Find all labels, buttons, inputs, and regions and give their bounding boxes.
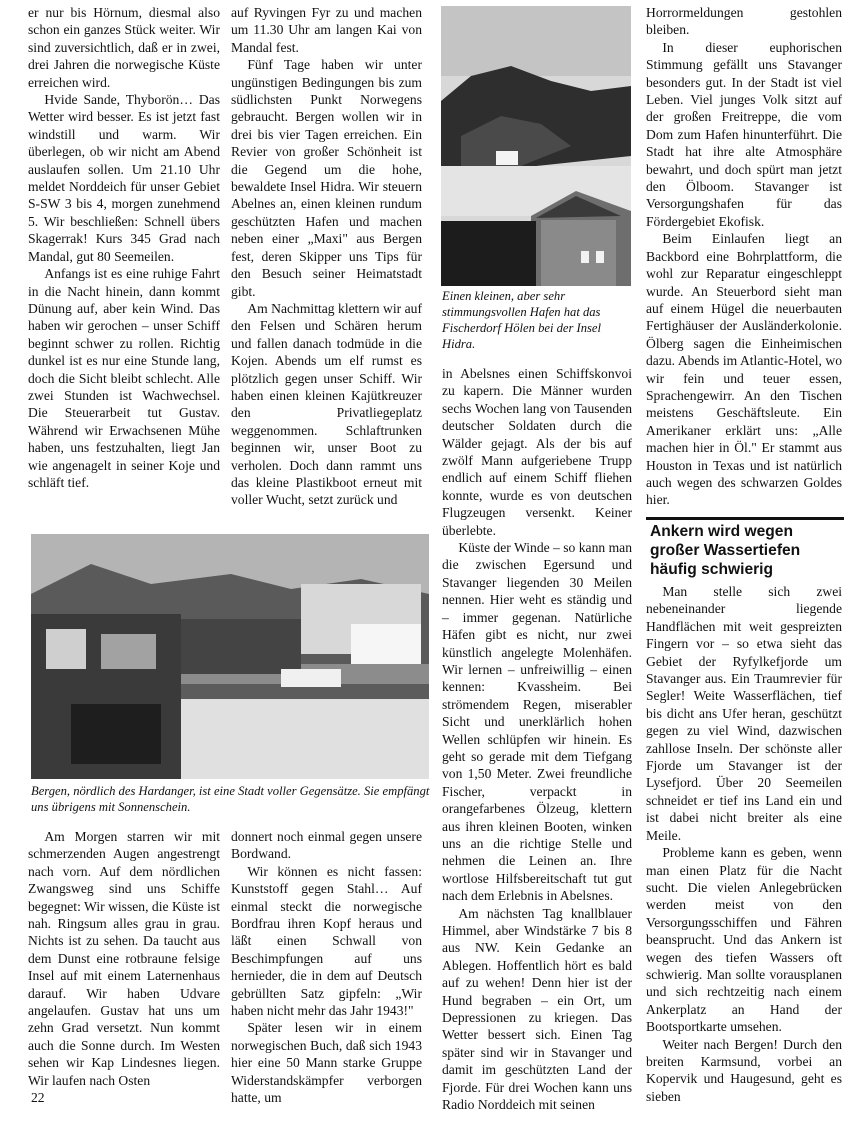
text-column-2-top (231, 4, 422, 509)
paragraph: auf Ryvingen Fyr zu und machen um 11.30 Uhr am langen Kai von Mandal fest. (231, 5, 422, 55)
page-number: 22 (31, 1090, 45, 1105)
photo-hoelen-harbor (441, 6, 631, 286)
paragraph: Fünf Tage haben wir unter ungünstigen Bedingungen bis zum südlichsten Punkt Norwegens gebraucht. Bergen wollen wir in drei bis vier Tagen erreichen. Ein Revier von großer Schönheit ist die Gegend um die hohe, bewaldete Insel Hidra. Wir steuern Abelnes an, einen kleinen rundum geschützten Hafen und machen neben einer „Maxi" aus Bergen fest, deren Skipper uns Tips für den Besuch seiner Heimatstadt gibt. (231, 57, 422, 299)
paragraph: donnert noch einmal gegen unsere Bordwand. (231, 829, 422, 862)
paragraph: Probleme kann es geben, wenn man einen Platz für die Nacht sucht. Die vielen Anlegebrücken werden meist von den Versorgungsschiffen und Fähren beansprucht. Und das Ankern ist wegen des tiefen Wassers oft schwierig. Man sollte vorausplanen und sich rechtzeitig nach einem Ankerplatz an Hand der Bootsportkarte umsehen. (646, 845, 842, 1035)
paragraph: Man stelle sich zwei nebeneinander liegende Handflächen mit weit gespreizten Fingern vor – so etwa sieht das Gebiet der Ryfylkefjorde um Stavanger aus. Ein Traumrevier für Segler! Weite Wasserflächen, tief bis dicht ans Ufer heran, geschützt gegen zu viel Wind, dazwischen zahllose Inseln. Der schönste aller Fjorde um Stavanger ist der Lysefjord. Über 20 Seemeilen schneidet er tief ins Land ein und ist dabei nicht breiter als eine Meile. (646, 584, 842, 843)
text-column-1-bottom (28, 828, 220, 1089)
paragraph: Hvide Sande, Thyborön… Das Wetter wird besser. Es ist jetzt fast windstill und warm. Wir überlegen, ob wir nicht am Abend auslaufen sollen. Um 21.10 Uhr meldet Norddeich für unser Gebiet S-SW 3 bis 4, morgen zunehmend 5. Wir beschließen: Schnell übers Skagerrak! Kurs 345 Grad nach Mandal, gut 80 Seemeilen. (28, 92, 220, 264)
paragraph: Am nächsten Tag knallblauer Himmel, aber Windstärke 7 bis 8 aus NW. Kein Gedanke an Ablegen. Hoffentlich hört es bald auf zu wehen! Denn hier ist der Hund begraben – ein Ort, um Depressionen zu kriegen. Das Wetter bessert sich. Einen Tag später sind wir in Stavanger und damit im geschützten Land der Fjorde. Für drei Wochen kann uns Radio Norddeich mit seinen (442, 905, 632, 1113)
paragraph: Anfangs ist es eine ruhige Fahrt in die Nacht hinein, dann kommt Dünung auf, aber kein Wind. Das haben wir gerochen – unser Schiff beginnt schwer zu rollen. Richtig dunkel ist es nur eine Stunde lang, doch die Sicht bleibt schlecht. Alle zwei Stunden ist Wachwechsel. Die Steuerarbeit tut Gustav. Während wir Erwachsenen Mühe haben, uns festzuhalten, liegt Jan wie angenagelt in seiner Koje und schläft tief. (28, 266, 220, 490)
paragraph: Weiter nach Bergen! Durch den breiten Karmsund, vorbei an Kopervik und Haugesund, geht es sieben (646, 1036, 842, 1104)
paragraph: Küste der Winde – so kann man die zwischen Egersund und Stavanger liegenden 30 Meilen nennen. Hier weht es ständig und – immer gegenan. Natürliche Häfen gibt es nicht, nur zwei künstlich angelegte Molenhäfen. Wir lernen – unfreiwillig – einen kennen: Kvassheim. Bei strömendem Regen, miserabler Sicht und unerklärlich hohen Wellen schlüpfen wir hinein. Es geht so gerade mit dem Tiefgang von 1,50 Meter. Zwei freundliche Fischer, verpackt in orangefarbenes Ölzeug, klettern aus ihren kleinen Booten, winken uns an die richtige Stelle und nehmen die Leinen an. Ihre wortlose Hilfsbereitschaft tut gut nach dem Erlebnis in Abelsnes. (442, 540, 632, 904)
text-column-1-top (28, 4, 220, 491)
paragraph: Am Morgen starren wir mit schmerzenden Augen angestrengt nach vorn. Auf dem nördlichen Zwangsweg sind uns Schiffe begegnet: Wir wissen, die Küste ist nah. Ringsum alles grau in grau. Nichts ist zu sehen. Da taucht aus dem Dunst eine rotbraune felsige Insel auf mit einem Laternenhaus darauf. Wir haben Udvare angelaufen. Gustav hat uns um zehn Grad versetzt. Nun kommt auch die Sonne durch. Im Westen sehen wir Kap Lindesnes liegen. Wir laufen nach Osten (28, 829, 220, 1088)
paragraph: Horrormeldungen gestohlen bleiben. (646, 5, 842, 38)
paragraph: In dieser euphorischen Stimmung gefällt uns Stavanger besonders gut. In der Stadt ist viel Leben. Viel junges Volk sitzt auf der großen Freitreppe, die vom Dom zum Hafen hinunterführt. Die Stadt hat ihre alte Atmosphäre bewahrt, und doch spürt man jetzt den Ölboom. Stavanger ist Versorgungshafen für das Fördergebiet Ekofisk. (646, 39, 842, 229)
photo-hoelen-caption: Einen kleinen, aber sehr stimmungsvollen Hafen hat das Fischerdorf Hölen bei der Insel Hidra. (442, 289, 602, 351)
paragraph: in Abelsnes einen Schiffskonvoi zu kapern. Die Männer wurden sechs Wochen lang von Tausenden deutscher Soldaten durch die Wälder gejagt. Als der bis auf zwölf Mann aufgeriebene Trupp endlich auf einem Schiff fliehen konnte, wurde es von deutschen Flugzeugen versenkt. Keiner überlebte. (442, 366, 632, 538)
paragraph: Am Nachmittag klettern wir auf den Felsen und Schären herum und fallen danach todmüde in die Kojen. Abends um elf rumst es plötzlich gegen unser Schiff. Wir haben einen kleinen Kajütkreuzer den Privatliegeplatz weggenommen. Schlaftrunken beginnen wir, unser Boot zu verholen. Doch dann rammt uns das kleine Plastikboot erneut mit voller Wucht, setzt zurück und (231, 300, 422, 508)
paragraph: Später lesen wir in einem norwegischen Buch, daß sich 1943 hier eine 50 Mann starke Gruppe Widerstandskämpfer verborgen hatte, um (231, 1020, 422, 1106)
paragraph: Wir können es nicht fassen: Kunststoff gegen Stahl… Auf einmal steckt die norwegische Bordfrau ihren Kopf heraus und läßt einen Schwall von Beschimpfungen auf uns hernieder, die in dem auf Deutsch gebrüllten Satz gipfeln: „Wir haben nicht mehr das Jahr 1943!" (231, 863, 422, 1019)
photo-bergen-caption: Bergen, nördlich des Hardanger, ist eine Stadt voller Gegensätze. Sie empfängt uns übrigens mit Sonnenschein. (31, 784, 430, 814)
photo-bergen-harbor (31, 534, 429, 779)
headline-rule (646, 517, 844, 520)
text-column-2-bottom (231, 828, 422, 1107)
paragraph: Beim Einlaufen liegt an Backbord eine Bohrplattform, die wohl zur Reparatur eingeschleppt wurde. An Steuerbord sieht man auf einem Hügel die neuerbauten Fertighäuser der Ausländerkolonie. Ölberg sagen die Einheimischen dazu. Abends im Atlantic-Hotel, wo wir fein und teuer essen, Sprachengewirr. An den Tischen meistens Geschäftsleute. Ein Amerikaner erklärt uns: „Alle machen hier in Öl." Er stammt aus Houston in Texas und ist natürlich auch wegen des schwarzen Goldes hier. (646, 231, 842, 508)
section-headline: Ankern wird wegen großer Wassertiefen häufig schwierig (650, 523, 801, 578)
text-column-4-top (646, 4, 842, 509)
paragraph: er nur bis Hörnum, diesmal also schon ein ganzes Stück weiter. Wir sind zuversichtlich, daß er in zwei, drei Jahren die norwegische Küste erreichen wird. (28, 5, 220, 90)
text-column-4-bottom (646, 583, 842, 1105)
text-column-3-middle (442, 365, 632, 1113)
